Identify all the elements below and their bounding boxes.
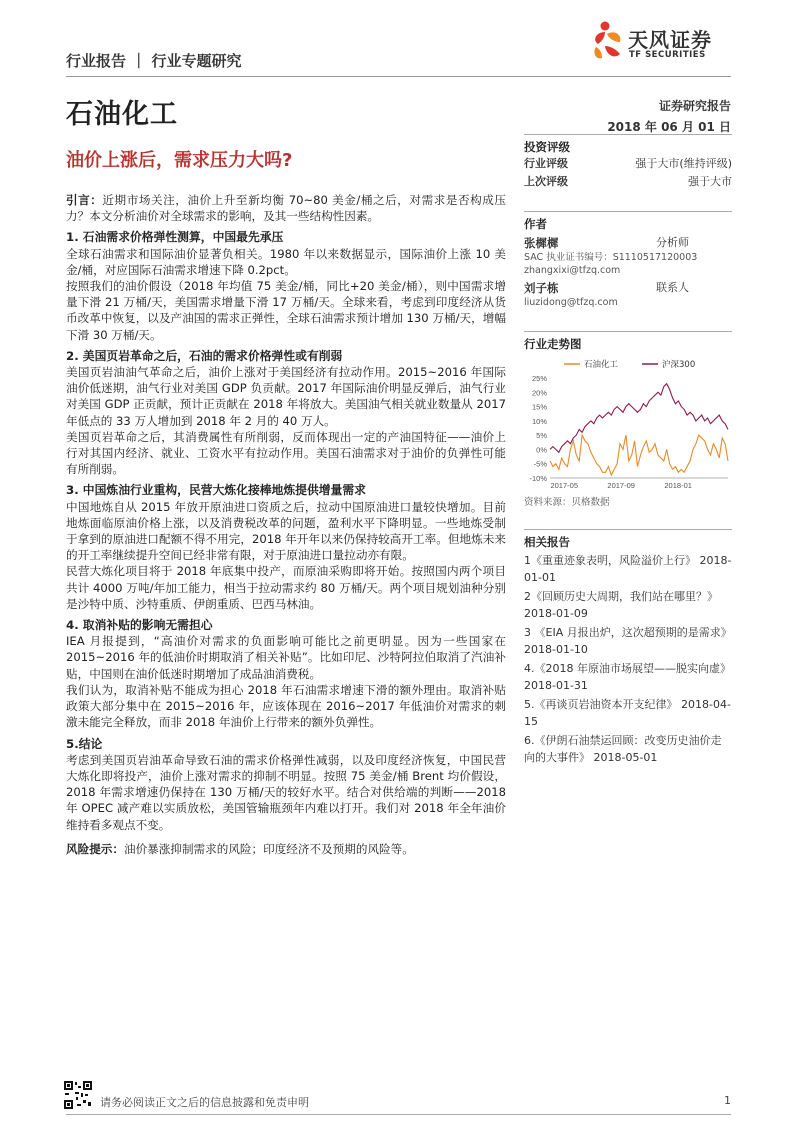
report-type: 证券研究报告	[658, 99, 731, 113]
risk-paragraph	[66, 841, 506, 857]
industry-rating-label: 行业评级	[524, 157, 568, 170]
section-heading: 3. 中国炼油行业重构，民营大炼化接棒地炼提供增量需求	[66, 483, 366, 498]
y-tick-label: -5%	[533, 459, 547, 469]
trend-chart-svg	[524, 356, 732, 491]
page-number: 1	[724, 1094, 731, 1107]
header-divider	[66, 76, 731, 77]
related-title: 相关报告	[524, 529, 732, 550]
y-tick-label: 25%	[531, 374, 547, 383]
author-name: 刘子栋	[524, 281, 559, 295]
trend-title: 行业走势图	[524, 331, 732, 352]
related-report-link[interactable]: 6.《伊朗石油禁运回顾：改变历史油价走向的大事件》 2018-05-01	[524, 734, 722, 764]
author-role: 联系人	[656, 281, 689, 294]
author-email[interactable]: liuzidong@tfzq.com	[524, 297, 618, 308]
section-heading: 5.结论	[66, 736, 103, 751]
main-body	[66, 192, 506, 857]
section-paragraph: 考虑到美国页岩油革命导致石油的需求价格弹性减弱，以及印度经济恢复，中国民营大炼化即将投产，油价上涨对需求的抑制不明显。按照 75 美金/桶 Brent 均价假设，2018 年需求增速仍保持在 130 万桶/天的较好水平。结合对供给端的判断——2018 年 OPEC 减产难以实质放松，美国管输瓶颈年内难以打开。我们对 2018 年全年油价维持看多观点不变。	[66, 752, 506, 832]
author-row	[524, 280, 689, 296]
logo-name-cn: 天风证券	[628, 28, 712, 52]
sector-title: 石油化工	[66, 99, 178, 130]
related-report-link[interactable]: 5.《再谈页岩油资本开支纪律》 2018-04-15	[524, 698, 731, 728]
prev-rating-label: 上次评级	[524, 175, 568, 188]
section-paragraph: IEA 月报提到，“高油价对需求的负面影响可能比之前更明显。因为一些国家在 2015~2016 年的低油价时期取消了相关补贴”。比如印尼、沙特阿拉伯取消了汽油补贴，中国则在油价低迷时期增加了成品油消费税。	[66, 634, 506, 681]
legend-label: 石油化工	[584, 360, 619, 370]
section-paragraph: 美国页岩油油气革命之后，油价上涨对于美国经济有拉动作用。2015~2016 年国际油价低迷期，油气行业对美国 GDP 负贡献。2017 年国际油价明显反弹后，油气行业对美国 GDP 正贡献，预计正贡献在 2018 年将放大。美国油气相关就业数量从 2017 年低点的 33 万人增加到 2018 年 2 月的 40 万人。	[66, 365, 506, 428]
y-tick-label: 5%	[536, 431, 547, 441]
section-heading: 2. 美国页岩革命之后，石油的需求价格弹性或有削弱	[66, 348, 343, 363]
series-line	[550, 384, 728, 453]
related-report-link[interactable]: 1《重重迹象表明，风险溢价上行》 2018-01-01	[524, 554, 732, 584]
author-email[interactable]: zhangxixi@tfzq.com	[524, 265, 621, 276]
y-tick-label: 0%	[536, 445, 547, 455]
y-tick-label: 15%	[531, 402, 547, 412]
footer-divider	[66, 1114, 731, 1115]
section-paragraph: 美国页岩革命之后，其消费属性有所削弱，反而体现出一定的产油国特征——油价上行对其国内经济、就业、工资水平有拉动作用。美国石油需求对于油价的负弹性可能有所削弱。	[66, 429, 506, 477]
intro-text: 近期市场关注，油价上升至新均衡 70~80 美金/桶之后，对需求是否构成压力？本文分析油价对全球需求的影响，及其一些结构性因素。	[66, 193, 506, 224]
prev-rating-value: 强于大市	[688, 175, 732, 188]
risk-text: 油价暴涨抑制需求的风险；印度经济不及预期的风险等。	[123, 841, 414, 856]
chart-source: 资料来源：贝格数据	[524, 497, 610, 508]
x-tick-label: 2017-05	[550, 481, 579, 490]
related-list	[524, 552, 732, 766]
author-name: 张樨樨	[524, 236, 559, 250]
series-line	[550, 435, 728, 475]
section-paragraph: 全球石油需求和国际油价显著负相关。1980 年以来数据显示，国际油价上涨 10 美金/桶，对应国际石油需求增速下降 0.2pct。	[66, 246, 506, 277]
headline: 油价上涨后，需求压力大吗?	[66, 150, 293, 171]
prev-rating-row	[524, 173, 732, 191]
legend-label: 沪深300	[662, 360, 696, 370]
author-cert: SAC 执业证书编号：S1110517120003	[524, 252, 698, 263]
section-heading: 1. 石油需求价格弹性测算，中国最先承压	[66, 230, 284, 245]
author-role: 分析师	[656, 236, 689, 249]
section-paragraph: 按照我们的油价假设（2018 年均值 75 美金/桶，同比+20 美金/桶），则中国需求增量下滑 21 万桶/天，美国需求增量下滑 17 万桶/天。全球来看，考虑到印度经济从货币改革中恢复，以及产油国的需求正弹性，全球石油需求预计增加 130 万桶/天，增幅下滑 30 万桶/天。	[66, 279, 506, 342]
y-tick-label: 20%	[531, 388, 547, 398]
related-report-link[interactable]: 3 《EIA 月报出炉，这次超预期的是需求》 2018-01-10	[524, 626, 732, 656]
section-paragraph: 我们认为，取消补贴不能成为担心 2018 年石油需求增速下滑的额外理由。取消补贴政策大部分集中在 2015~2016 年，应该体现在 2016~2017 年低油价对需求的刺激未能完全释放，而非 2018 年油价上行带来的额外负弹性。	[66, 682, 506, 730]
industry-rating-row	[524, 155, 732, 173]
report-date: 2018 年 06 月 01 日	[607, 120, 731, 134]
x-tick-label: 2017-09	[607, 481, 635, 490]
authors-title: 作者	[524, 211, 732, 232]
intro-paragraph	[66, 192, 506, 224]
author-row	[524, 235, 689, 251]
rating-title: 投资评级	[524, 134, 732, 155]
related-report-link[interactable]: 2《回顾历史大周期，我们站在哪里？》 2018-01-09	[524, 590, 718, 620]
logo-name-en: TF SECURITIES	[629, 50, 706, 60]
industry-rating-value: 强于大市(维持评级)	[635, 157, 732, 170]
y-tick-label: 10%	[531, 416, 547, 426]
qr-code-icon	[63, 1080, 93, 1110]
footer-disclaimer: 请务必阅读正文之后的信息披露和免责申明	[100, 1096, 309, 1109]
trend-chart	[524, 356, 732, 494]
y-tick-label: -10%	[529, 474, 547, 483]
risk-lead: 风险提示：	[66, 841, 124, 856]
x-tick-label: 2018-01	[664, 481, 692, 490]
report-category: 行业报告 ｜ 行业专题研究	[66, 52, 242, 70]
section-heading: 4. 取消补贴的影响无需担心	[66, 618, 213, 633]
intro-lead: 引言：	[66, 193, 103, 207]
section-paragraph: 民营大炼化项目将于 2018 年底集中投产，而原油采购即将开始。按照国内两个项目共计 4000 万吨/年加工能力，相当于拉动需求约 80 万桶/天。两个项目规划油种分别是沙特中质、沙特重质、伊朗重质、巴西马林油。	[66, 564, 506, 611]
sidebar	[524, 134, 732, 766]
section-paragraph: 中国地炼自从 2015 年放开原油进口资质之后，拉动中国原油进口量较快增加。目前地炼面临原油价格上涨，以及消费税改革的问题，盈利水平下降明显。一些地炼受制于拿到的原油进口配额不得不用完，2018 年开年以来仍保持较高开工率。但地炼未来的开工率继续提升空间已经非常有限，对于原油进口量拉动亦有限。	[66, 499, 506, 563]
related-report-link[interactable]: 4.《2018 年原油市场展望——脱实向虚》 2018-01-31	[524, 662, 731, 692]
